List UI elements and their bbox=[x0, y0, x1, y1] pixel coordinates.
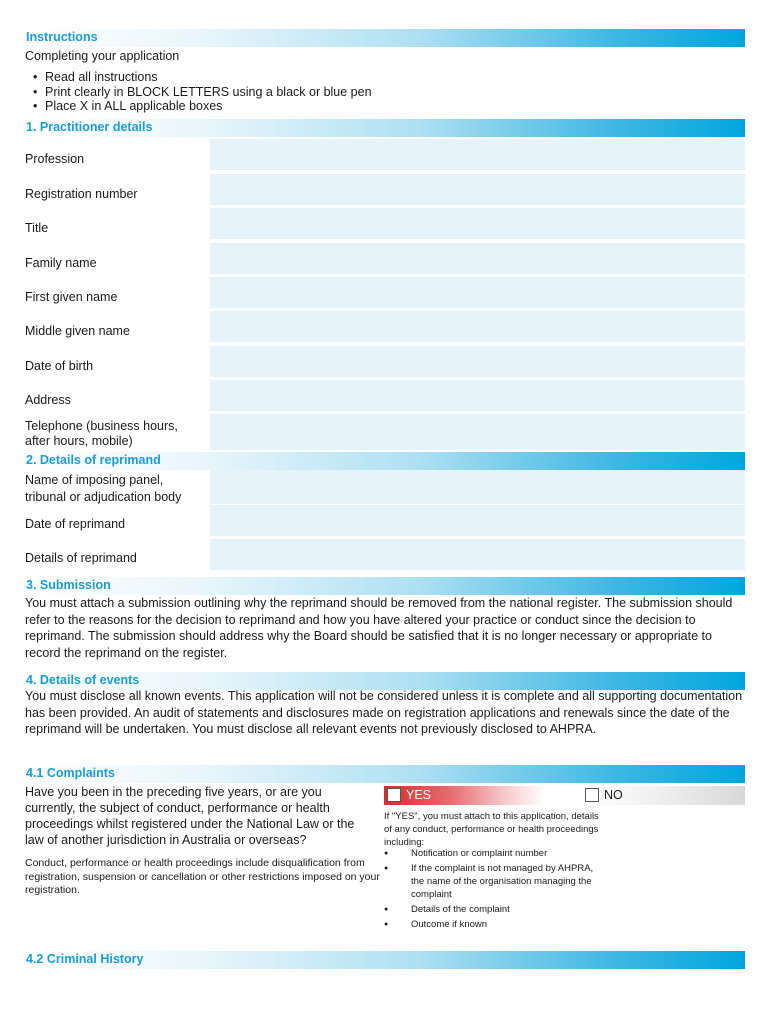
section3-heading: 3. Submission bbox=[26, 578, 111, 592]
if-yes-text: If "YES", you must attach to this application, details of any conduct, performance or health proceedings including: bbox=[384, 811, 599, 848]
registration-number-label: Registration number bbox=[25, 187, 138, 201]
yes-option[interactable] bbox=[384, 786, 544, 805]
if-yes-item: ● Notification or complaint number bbox=[384, 847, 599, 860]
telephone-field[interactable] bbox=[210, 414, 745, 451]
no-label: NO bbox=[604, 788, 623, 802]
instructions-subheading: Completing your application bbox=[25, 49, 180, 63]
imposing-panel-label: Name of imposing panel, tribunal or adjudication body bbox=[25, 473, 182, 504]
section42-heading-band bbox=[20, 951, 745, 969]
if-yes-item: ● Details of the complaint bbox=[384, 903, 599, 916]
title-field[interactable] bbox=[210, 208, 745, 240]
section3-heading-band bbox=[20, 577, 745, 595]
profession-field[interactable] bbox=[210, 139, 745, 171]
family-name-label: Family name bbox=[25, 256, 97, 270]
section2-heading-band bbox=[20, 452, 745, 470]
middle-given-name-field[interactable] bbox=[210, 311, 745, 343]
section4-heading: 4. Details of events bbox=[26, 673, 140, 687]
title-label: Title bbox=[25, 221, 49, 235]
section41-heading: 4.1 Complaints bbox=[26, 766, 115, 780]
section42-heading: 4.2 Criminal History bbox=[26, 952, 144, 966]
if-yes-list bbox=[384, 847, 599, 933]
complaints-note: Conduct, performance or health proceedings include disqualification from registration, suspension or cancellation or other restrictions imposed on your registration. bbox=[25, 857, 380, 896]
first-given-name-label: First given name bbox=[25, 290, 118, 304]
telephone-label: Telephone (business hours, after hours, mobile) bbox=[25, 419, 178, 448]
no-checkbox[interactable] bbox=[585, 788, 599, 802]
no-option[interactable] bbox=[582, 786, 745, 805]
profession-label: Profession bbox=[25, 152, 85, 166]
section1-heading-band bbox=[20, 119, 745, 137]
first-given-name-field[interactable] bbox=[210, 277, 745, 309]
instruction-item: • Print clearly in BLOCK LETTERS using a black or blue pen bbox=[33, 85, 372, 100]
section41-heading-band bbox=[20, 765, 745, 783]
details-of-reprimand-field[interactable] bbox=[210, 539, 745, 571]
address-field[interactable] bbox=[210, 380, 745, 412]
section2-heading: 2. Details of reprimand bbox=[26, 453, 161, 467]
if-yes-item: ● If the complaint is not managed by AHPRA, the name of the organisation managing the complaint bbox=[384, 862, 599, 901]
section4-text: You must disclose all known events. This application will not be considered unless it is complete and all supporting documentation has been provided. An audit of statements and disclosures made on registration applications and renewals since the date of the reprimand will be undertaken. You must disclose all relevant events not previously disclosed to AHPRA. bbox=[25, 689, 743, 736]
complaints-question: Have you been in the preceding five years, or are you currently, the subject of conduct, performance or health proceedings whilst registered under the National Law or the law of another jurisdiction in Australia or overseas? bbox=[25, 785, 355, 847]
instructions-heading-band bbox=[20, 29, 745, 47]
instructions-heading: Instructions bbox=[26, 30, 98, 44]
section1-heading: 1. Practitioner details bbox=[26, 120, 153, 134]
address-label: Address bbox=[25, 393, 71, 407]
registration-number-field[interactable] bbox=[210, 174, 745, 206]
instruction-item: • Read all instructions bbox=[33, 70, 372, 85]
instructions-list bbox=[33, 70, 372, 114]
date-of-reprimand-label: Date of reprimand bbox=[25, 517, 126, 531]
if-yes-item: ● Outcome if known bbox=[384, 918, 599, 931]
yes-checkbox[interactable] bbox=[387, 788, 401, 802]
middle-given-name-label: Middle given name bbox=[25, 324, 130, 338]
imposing-panel-field[interactable] bbox=[210, 470, 745, 505]
family-name-field[interactable] bbox=[210, 243, 745, 275]
details-of-reprimand-label: Details of reprimand bbox=[25, 551, 137, 565]
date-of-reprimand-field[interactable] bbox=[210, 505, 745, 537]
date-of-birth-field[interactable] bbox=[210, 346, 745, 378]
yes-label: YES bbox=[406, 788, 432, 802]
instruction-item: • Place X in ALL applicable boxes bbox=[33, 99, 372, 114]
section3-text: You must attach a submission outlining why the reprimand should be removed from the national register. The submission should refer to the reasons for the decision to reprimand and how you have altered your practice or conduct since the decision to reprimand. The submission should address why the Board should be satisfied that it is no longer necessary or appropriate to record the reprimand on the register. bbox=[25, 596, 733, 660]
date-of-birth-label: Date of birth bbox=[25, 359, 94, 373]
